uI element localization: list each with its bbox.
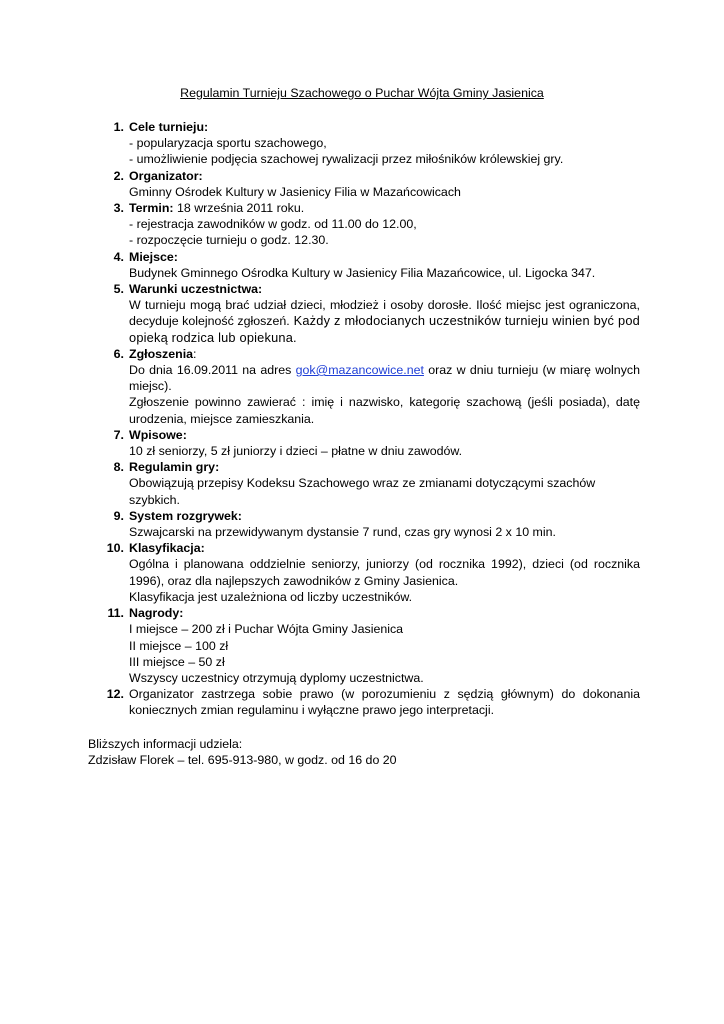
section-heading: Nagrody: bbox=[129, 606, 184, 621]
section-number: 1. bbox=[113, 120, 124, 134]
document-title: Regulamin Turnieju Szachowego o Puchar Wójta Gminy Jasienica bbox=[180, 86, 544, 100]
section-line: Budynek Gminnego Ośrodka Kultury w Jasienicy Filia Mazańcowice, ul. Ligocka 347. bbox=[129, 265, 596, 280]
section-line: Obowiązują przepisy Kodeksu Szachowego wraz ze zmianami dotyczącymi szachów szybkich. bbox=[129, 476, 596, 507]
section-prizes bbox=[96, 605, 640, 686]
section-heading: Organizator: bbox=[129, 168, 203, 183]
section-classification bbox=[96, 540, 640, 605]
section-organizer bbox=[96, 168, 640, 200]
section-goals bbox=[96, 119, 640, 168]
section-place bbox=[96, 249, 640, 281]
section-line: Gminny Ośrodek Kultury w Jasienicy Filia w Mazańcowicach bbox=[129, 184, 461, 199]
section-heading: Miejsce: bbox=[129, 249, 178, 264]
section-game-rules bbox=[96, 459, 640, 508]
section-number: 3. bbox=[113, 201, 124, 216]
section-paragraph bbox=[129, 362, 640, 394]
section-paragraph bbox=[129, 297, 640, 346]
section-paragraph: Ogólna i planowana oddzielnie seniorzy, juniorzy (od rocznika 1992), dzieci (od rocznika 1996), oraz dla najlepszych zawodników z Gminy Jasienica. bbox=[129, 557, 640, 588]
section-number: 7. bbox=[113, 427, 124, 442]
contact-info bbox=[88, 736, 397, 768]
contact-line: Zdzisław Florek – tel. 695-913-980, w godz. od 16 do 20 bbox=[88, 753, 397, 768]
section-line: Wszyscy uczestnicy otrzymują dyplomy uczestnictwa. bbox=[129, 670, 424, 685]
section-conditions bbox=[96, 281, 640, 346]
section-inline-text: 18 września 2011 roku. bbox=[173, 201, 305, 216]
email-link[interactable]: gok@mazancowice.net bbox=[295, 363, 424, 378]
section-line: Szwajcarski na przewidywanym dystansie 7 rund, czas gry wynosi 2 x 10 min. bbox=[129, 525, 556, 540]
contact-line: Bliższych informacji udziela: bbox=[88, 737, 243, 751]
section-number: 6. bbox=[113, 346, 124, 361]
section-organizer-rights bbox=[96, 686, 640, 718]
section-number: 9. bbox=[113, 508, 124, 523]
section-fee bbox=[96, 427, 640, 459]
section-line: - rozpoczęcie turnieju o godz. 12.30. bbox=[129, 233, 329, 248]
section-system bbox=[96, 508, 640, 540]
section-heading: Regulamin gry: bbox=[129, 460, 220, 475]
rules-list bbox=[96, 119, 640, 719]
section-line: III miejsce – 50 zł bbox=[129, 654, 225, 669]
section-number: 10. bbox=[106, 541, 124, 556]
section-number: 8. bbox=[113, 460, 124, 475]
section-registration bbox=[96, 346, 640, 427]
section-paragraph: Zgłoszenie powinno zawierać : imię i nazwisko, kategorię szachową (jeśli posiada), datę urodzenia, miejsce zamieszkania. bbox=[129, 395, 640, 426]
section-heading: Zgłoszenia bbox=[129, 346, 194, 361]
paragraph-text: W turnieju mogą brać udział dzieci, młodzież i osoby dorosłe. Ilość miejsc jest ograniczona, decyduje kolejność zgłoszeń. bbox=[129, 298, 640, 329]
section-date bbox=[96, 200, 640, 249]
paragraph-text: oraz w dniu turnieju (w miarę wolnych miejsc). bbox=[129, 363, 640, 394]
section-number: 12. bbox=[106, 687, 124, 702]
paragraph-text: Do dnia 16.09.2011 na adres bbox=[129, 363, 296, 378]
section-line: - umożliwienie podjęcia szachowej rywalizacji przez miłośników królewskiej gry. bbox=[129, 152, 564, 167]
section-line: Klasyfikacja jest uzależniona od liczby uczestników. bbox=[129, 589, 413, 604]
section-heading: Termin: bbox=[129, 201, 174, 216]
section-heading: Warunki uczestnictwa: bbox=[129, 282, 263, 297]
section-heading: Cele turnieju: bbox=[129, 120, 209, 134]
section-inline-text: : bbox=[193, 346, 197, 361]
section-line: 10 zł seniorzy, 5 zł juniorzy i dzieci – płatne w dniu zawodów. bbox=[129, 444, 463, 459]
section-heading: Klasyfikacja: bbox=[129, 541, 205, 556]
section-line: - rejestracja zawodników w godz. od 11.00 do 12.00, bbox=[129, 217, 417, 232]
paragraph-text-minors: Każdy z młodocianych uczestników turnieju winien być pod opieką rodzica lub opiekuna. bbox=[129, 313, 640, 345]
section-number: 5. bbox=[113, 282, 124, 297]
section-number: 11. bbox=[107, 606, 124, 621]
section-heading: Wpisowe: bbox=[129, 427, 187, 442]
section-heading: System rozgrywek: bbox=[129, 508, 242, 523]
section-number: 4. bbox=[113, 249, 124, 264]
section-line: - popularyzacja sportu szachowego, bbox=[129, 136, 327, 151]
section-paragraph: Organizator zastrzega sobie prawo (w porozumieniu z sędzią głównym) do dokonania koniecznych zmian regulaminu i wyłączne prawo jego interpretacji. bbox=[129, 687, 640, 718]
section-line: I miejsce – 200 zł i Puchar Wójta Gminy Jasienica bbox=[129, 622, 404, 637]
section-line: II miejsce – 100 zł bbox=[129, 638, 229, 653]
section-number: 2. bbox=[113, 168, 124, 183]
